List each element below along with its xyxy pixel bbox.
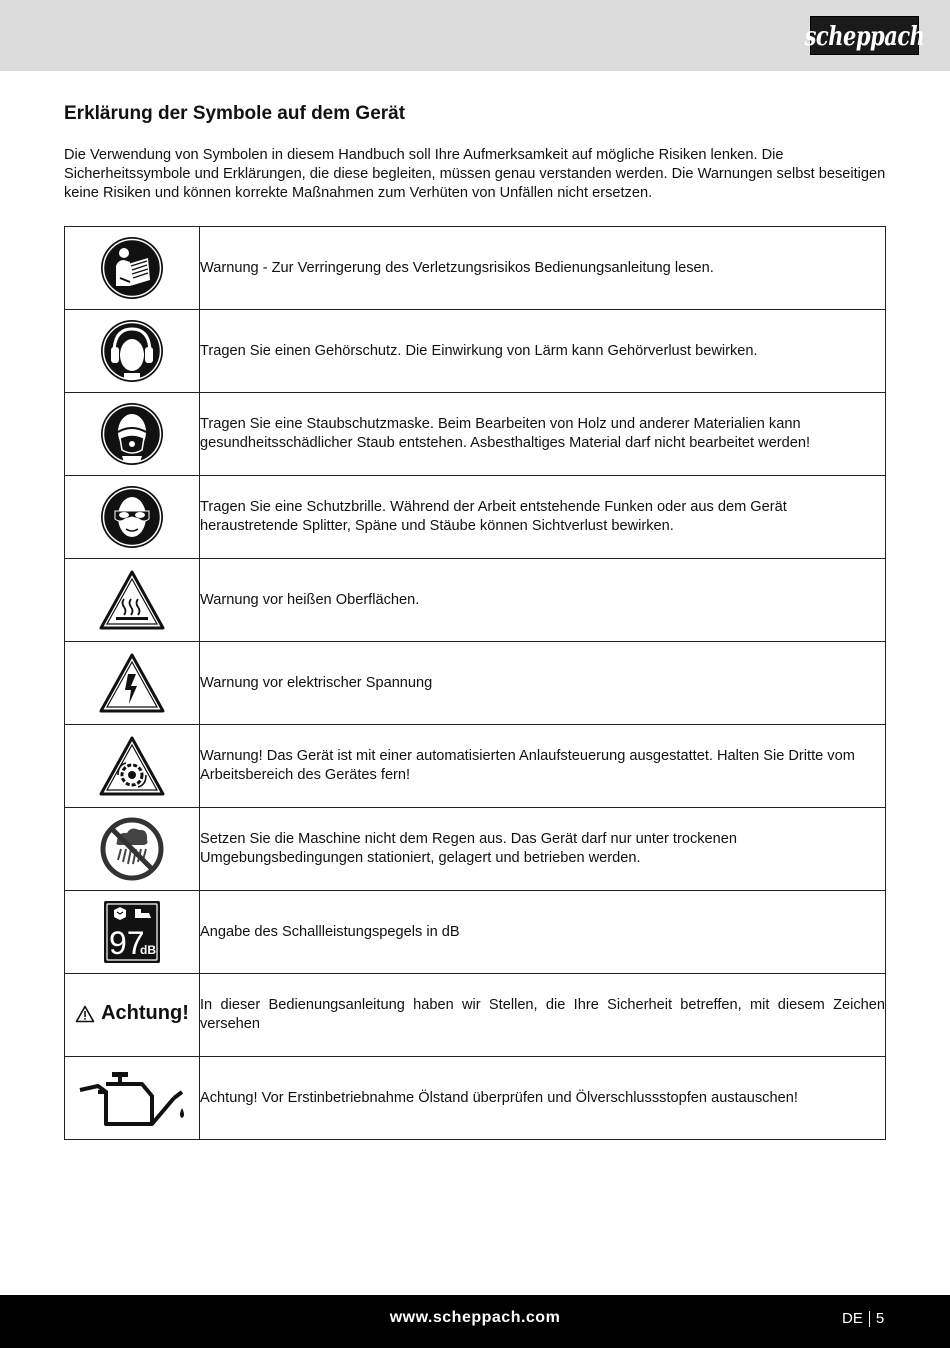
achtung-text: Achtung! xyxy=(101,1002,189,1025)
table-row xyxy=(65,310,886,393)
logo-text: scheppach xyxy=(804,19,925,52)
footer-website-link[interactable]: www.scheppach.com xyxy=(389,1309,561,1326)
page-number xyxy=(842,1310,884,1327)
table-row xyxy=(65,559,886,642)
icon-cell xyxy=(65,227,200,310)
symbol-description: Tragen Sie eine Schutzbrille. Während der Arbeit entstehende Funken oder aus dem Gerät heraustretende Splitter, Späne und Stäube können Sichtverlust bewirken. xyxy=(200,476,886,559)
sound-power-level-icon xyxy=(103,900,161,964)
icon-cell xyxy=(65,642,200,725)
page-title: Erklärung der Symbole auf dem Gerät xyxy=(64,103,406,124)
table-row xyxy=(65,642,886,725)
table-row xyxy=(65,1057,886,1140)
divider xyxy=(869,1311,870,1327)
table-row xyxy=(65,974,886,1057)
table-row xyxy=(65,393,886,476)
symbol-description: Warnung - Zur Verringerung des Verletzungsrisikos Bedienungsanleitung lesen. xyxy=(200,227,886,310)
read-manual-icon xyxy=(100,236,164,300)
table-row xyxy=(65,725,886,808)
language-code: DE xyxy=(842,1310,863,1327)
icon-cell xyxy=(65,1057,200,1140)
table-row xyxy=(65,476,886,559)
top-banner xyxy=(0,0,950,71)
dust-mask-icon xyxy=(100,402,164,466)
symbol-description: Warnung! Das Gerät ist mit einer automatisierten Anlaufsteuerung ausgestattet. Halten Sie Dritte vom Arbeitsbereich des Gerätes fern! xyxy=(200,725,886,808)
table-row xyxy=(65,227,886,310)
symbol-description: Setzen Sie die Maschine nicht dem Regen aus. Das Gerät darf nur unter trockenen Umgebungsbedingungen stationiert, gelagert und betrieben werden. xyxy=(200,808,886,891)
icon-cell xyxy=(65,393,200,476)
warning-triangle-icon xyxy=(75,1005,95,1023)
icon-cell xyxy=(65,725,200,808)
symbols-table xyxy=(64,226,886,1140)
footer-bar xyxy=(0,1295,950,1348)
icon-cell xyxy=(65,974,200,1057)
oil-can-icon xyxy=(76,1066,188,1130)
no-rain-icon xyxy=(99,816,165,882)
table-row xyxy=(65,808,886,891)
symbol-description: Angabe des Schallleistungspegels in dB xyxy=(200,891,886,974)
symbol-description: Warnung vor heißen Oberflächen. xyxy=(200,559,886,642)
electric-voltage-icon xyxy=(98,652,166,714)
sound-value: 97 xyxy=(109,925,145,961)
page-number-value: 5 xyxy=(875,1310,885,1327)
icon-cell xyxy=(65,559,200,642)
scheppach-logo xyxy=(804,16,925,55)
ear-protection-icon xyxy=(100,319,164,383)
achtung-label xyxy=(75,1002,189,1025)
symbol-description: In dieser Bedienungsanleitung haben wir Stellen, die Ihre Sicherheit betreffen, mit diesem Zeichen versehen xyxy=(200,974,886,1057)
hot-surface-icon xyxy=(98,569,166,631)
icon-cell xyxy=(65,808,200,891)
sound-unit: dB xyxy=(140,943,156,957)
icon-cell xyxy=(65,476,200,559)
symbol-description: Achtung! Vor Erstinbetriebnahme Ölstand überprüfen und Ölverschlussstopfen austauschen! xyxy=(200,1057,886,1140)
symbol-description: Tragen Sie einen Gehörschutz. Die Einwirkung von Lärm kann Gehörverlust bewirken. xyxy=(200,310,886,393)
automatic-start-icon xyxy=(98,735,166,797)
icon-cell xyxy=(65,891,200,974)
safety-goggles-icon xyxy=(100,485,164,549)
symbol-description: Warnung vor elektrischer Spannung xyxy=(200,642,886,725)
table-row xyxy=(65,891,886,974)
intro-paragraph: Die Verwendung von Symbolen in diesem Handbuch soll Ihre Aufmerksamkeit auf mögliche Risiken lenken. Die Sicherheitssymbole und Erklärungen, die diese begleiten, müssen genau verstanden werden. Die Warnungen selbst beseitigen keine Risiken und können korrekte Maßnahmen zum Verhüten von Unfällen nicht ersetzen. xyxy=(64,147,886,201)
icon-cell xyxy=(65,310,200,393)
symbol-description: Tragen Sie eine Staubschutzmaske. Beim Bearbeiten von Holz und anderer Materialien kann gesundheitsschädlicher Staub entstehen. Asbesthaltiges Material darf nicht bearbeitet werden! xyxy=(200,393,886,476)
